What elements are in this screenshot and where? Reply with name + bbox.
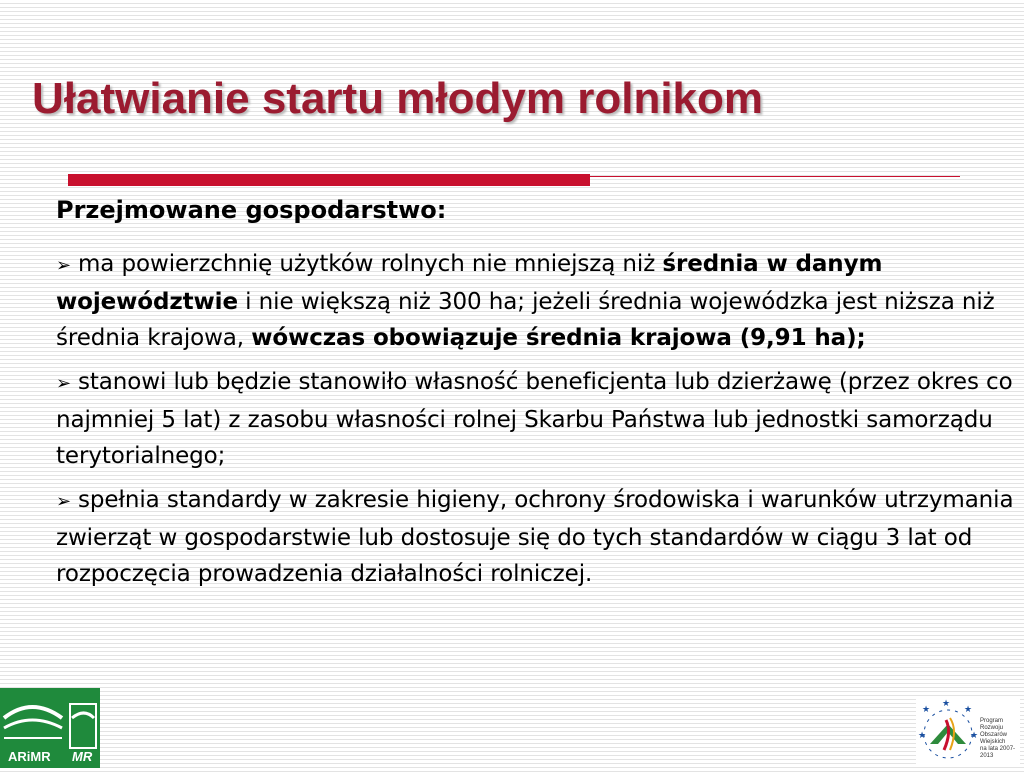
arimr-logo-text: ARiMR bbox=[8, 749, 51, 764]
svg-text:★: ★ bbox=[970, 731, 979, 741]
mr-logo-text: MR bbox=[72, 749, 93, 764]
svg-text:★: ★ bbox=[942, 699, 951, 709]
arrow-bullet-icon: ➢ bbox=[56, 491, 71, 512]
slide-title: Ułatwianie startu młodym rolnikom bbox=[32, 74, 764, 123]
arrow-bullet-icon: ➢ bbox=[56, 373, 71, 394]
prow-emblem bbox=[916, 698, 980, 766]
bullet-item-ownership bbox=[56, 364, 1014, 474]
title-underline-thick bbox=[68, 174, 590, 186]
bullet-text: spełnia standardy w zakresie higieny, ochrony środowiska i warunków utrzymania zwierząt w gospodarstwie lub dostosuje się do tych standardów w ciągu 3 lat od rozpoczęcia prowadzenia działalności rolniczej. bbox=[56, 487, 1014, 587]
prow-logo bbox=[916, 698, 1020, 766]
bullet-bold-text: średnia w danym województwie bbox=[56, 251, 883, 315]
svg-text:★: ★ bbox=[964, 705, 973, 715]
prow-line: Wiejskich bbox=[980, 739, 1006, 745]
bullet-item-area bbox=[56, 246, 1014, 356]
bullet-item-standards bbox=[56, 482, 1014, 592]
slide-content bbox=[56, 190, 1014, 600]
svg-text:★: ★ bbox=[922, 705, 931, 715]
arimr-logo bbox=[0, 688, 100, 768]
prow-line: Program bbox=[980, 718, 1004, 724]
prow-logo-text bbox=[980, 718, 1020, 760]
title-underline-thin bbox=[590, 176, 960, 177]
prow-line: na lata 2007-2013 bbox=[980, 746, 1016, 759]
prow-line: Obszarów bbox=[980, 732, 1008, 738]
prow-line: Rozwoju bbox=[980, 725, 1004, 731]
svg-text:★: ★ bbox=[918, 731, 927, 741]
arimr-logo-graphic bbox=[0, 688, 100, 768]
arrow-bullet-icon: ➢ bbox=[56, 255, 71, 276]
bullet-text: i nie większą niż 300 ha; jeżeli średnia wojewódzka jest niższa niż średnia krajowa, bbox=[56, 289, 995, 351]
bullet-text: ma powierzchnię użytków rolnych nie mniejszą niż bbox=[78, 251, 663, 277]
bullet-bold-text: wówczas obowiązuje średnia krajowa (9,91 ha); bbox=[251, 325, 866, 351]
section-subtitle: Przejmowane gospodarstwo: bbox=[56, 196, 447, 224]
bullet-text: stanowi lub będzie stanowiło własność beneficjenta lub dzierżawę (przez okres co najmniej 5 lat) z zasobu własności rolnej Skarbu Państwa lub jednostki samorządu terytorialnego; bbox=[56, 369, 1013, 469]
